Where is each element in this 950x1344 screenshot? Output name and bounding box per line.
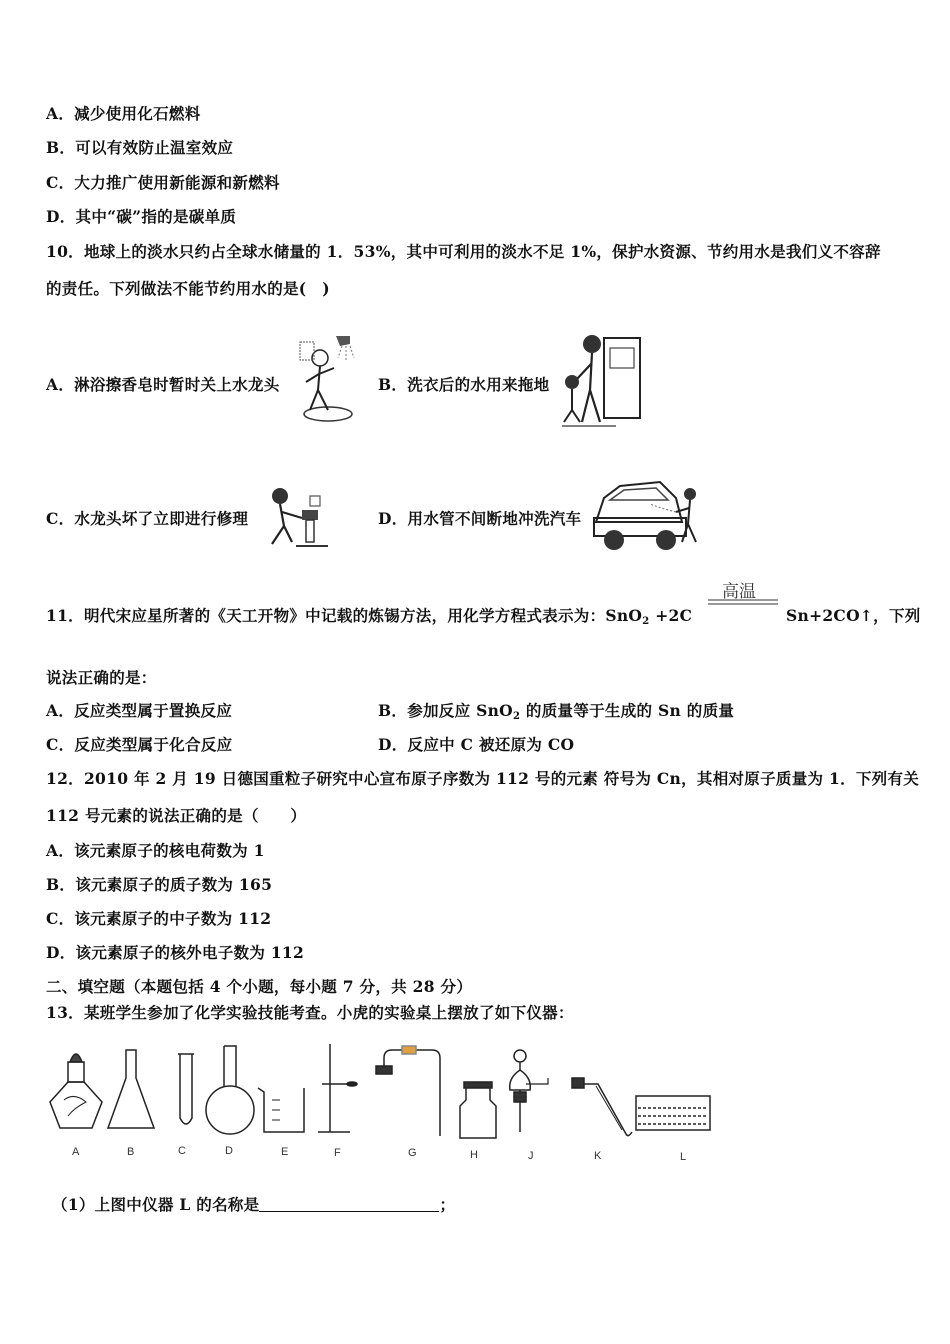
q11-stem-line1 [46,604,692,627]
q12-option-b: B．该元素原子的质子数为 165 [46,875,273,894]
q11-subscript: 2 [642,616,650,627]
q9-option-b: B．可以有效防止温室效应 [46,138,234,157]
instrument-label-e: E [281,1146,289,1158]
q11-stem-line2: 说法正确的是： [46,668,157,687]
q11-option-b-subscript: 2 [512,711,521,722]
car-washing-illustration [590,468,706,558]
instrument-label-b: B [127,1146,135,1158]
delivery-tube [572,1078,632,1136]
q10-option-d: D．用水管不间断地冲洗汽车 [378,509,582,528]
reaction-equals-sign [708,598,778,606]
q11-stem-suffix: Sn+2CO↑，下列 [786,606,921,625]
q9-option-a: A．减少使用化石燃料 [46,104,201,123]
instrument-label-c: C [178,1145,186,1157]
instrument-label-l: L [680,1151,687,1163]
separatory-funnel [510,1050,548,1132]
instrument-label-j: J [528,1150,534,1162]
q10-option-a: A．淋浴擦香皂时暂时关上水龙头 [46,375,280,394]
q12-stem-line1: 12．2010 年 2 月 19 日德国重粒子研究中心宣布原子序数为 112 号的元素 符号为 Cn，其相对原子质量为 1．下列有关 [46,769,920,788]
q11-stem-mid: +2C [649,606,693,625]
instrument-label-a: A [72,1146,80,1158]
q13-sub1-suffix: ； [439,1195,456,1214]
q9-option-c: C．大力推广使用新能源和新燃料 [46,173,280,192]
q12-option-a: A．该元素原子的核电荷数为 1 [46,841,265,860]
instrument-label-f: F [334,1147,341,1159]
q11-option-a: A．反应类型属于置换反应 [46,701,233,720]
gas-jar [460,1082,496,1138]
round-bottom-flask [206,1046,254,1134]
q10-option-b: B．洗衣后的水用来拖地 [378,375,550,394]
section-heading: 二、填空题（本题包括 4 个小题，每小题 7 分，共 28 分） [46,977,473,996]
instrument-label-d: D [225,1145,233,1157]
lab-instruments-figure [40,1040,730,1150]
q12-stem-line2: 112 号元素的说法正确的是（ ） [46,806,307,825]
gas-conduit [376,1046,440,1136]
q12-option-c: C．该元素原子的中子数为 112 [46,909,272,928]
q10-stem-line2: 的责任。下列做法不能节约用水的是( ) [46,279,330,298]
reaction-condition: 高温 [722,582,756,602]
q12-option-d: D．该元素原子的核外电子数为 112 [46,943,305,962]
q13-stem: 13．某班学生参加了化学实验技能考查。小虎的实验桌上摆放了如下仪器： [46,1003,574,1022]
shower-illustration [290,330,360,425]
conical-flask [108,1050,154,1128]
instrument-label-k: K [594,1150,602,1162]
q13-sub1-prefix: （1）上图中仪器 L 的名称是 [52,1195,260,1214]
mopping-illustration [556,330,646,430]
q11-option-b [378,699,734,722]
beaker [258,1088,304,1132]
answer-blank[interactable] [259,1197,439,1212]
iron-stand [318,1044,357,1132]
q11-option-c: C．反应类型属于化合反应 [46,735,233,754]
q11-option-b-suffix: 的质量等于生成的 Sn 的质量 [520,701,735,720]
water-trough [636,1096,710,1130]
q10-stem-line1: 10．地球上的淡水只约占全球水储量的 1．53%，其中可利用的淡水不足 1%，保护水资源、节约用水是我们义不容辞 [46,242,881,261]
faucet-repair-illustration [262,482,334,554]
q10-option-c: C．水龙头坏了立即进行修理 [46,509,249,528]
alcohol-lamp [50,1054,102,1128]
q11-stem-prefix: 11．明代宋应星所著的《天工开物》中记载的炼锡方法，用化学方程式表示为：SnO [46,606,643,625]
q11-option-d: D．反应中 C 被还原为 CO [378,735,575,754]
instrument-label-g: G [408,1147,417,1159]
q9-option-d: D．其中“碳”指的是碳单质 [46,207,237,226]
test-tube [178,1054,194,1124]
q11-option-b-prefix: B．参加反应 SnO [378,701,513,720]
instrument-label-h: H [470,1149,478,1161]
q13-sub1 [52,1193,455,1215]
